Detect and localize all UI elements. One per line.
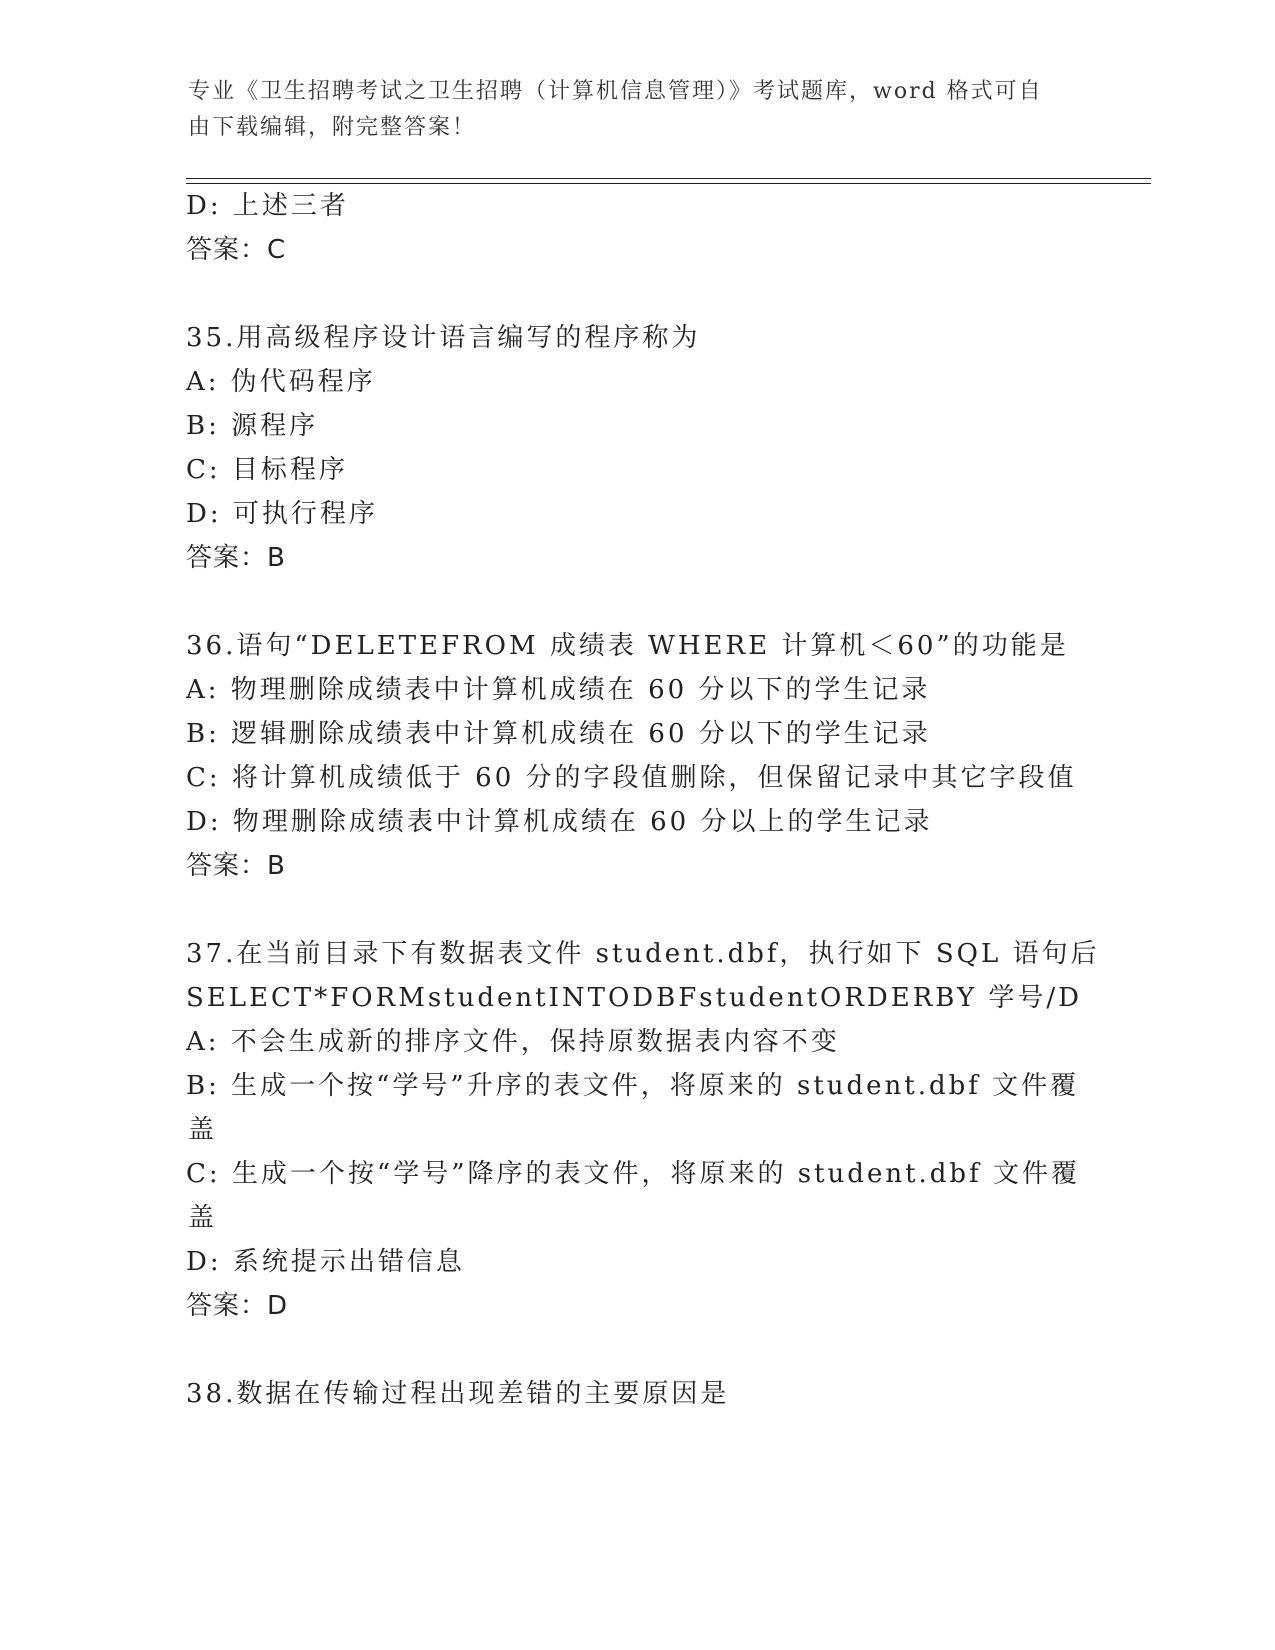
header-line-2: 由下载编辑，附完整答案！ bbox=[188, 115, 477, 140]
q37-question-line-1: 37.在当前目录下有数据表文件 student.dbf，执行如下 SQL 语句后 bbox=[186, 939, 1100, 969]
q35-answer: 答案：B bbox=[186, 543, 286, 573]
q35-option-c: C: 目标程序 bbox=[186, 455, 348, 485]
q37-question-line-2: SELECT*FORMstudentINTODBFstudentORDERBY 学号/D bbox=[186, 983, 1082, 1013]
header-rule-top bbox=[186, 178, 1151, 179]
q36-option-a: A: 物理删除成绩表中计算机成绩在 60 分以下的学生记录 bbox=[186, 675, 931, 705]
q37-option-b-line-1: B: 生成一个按“学号”升序的表文件，将原来的 student.dbf 文件覆 bbox=[186, 1071, 1080, 1101]
q37-option-d: D: 系统提示出错信息 bbox=[186, 1247, 465, 1277]
header-rule-bottom bbox=[186, 183, 1151, 184]
q37-answer: 答案：D bbox=[186, 1291, 289, 1321]
q35-option-d: D: 可执行程序 bbox=[186, 499, 378, 529]
document-header bbox=[188, 74, 1088, 146]
q36-option-b: B: 逻辑删除成绩表中计算机成绩在 60 分以下的学生记录 bbox=[186, 719, 931, 749]
q37-option-b-line-2: 盖 bbox=[188, 1115, 218, 1145]
q35-option-a: A: 伪代码程序 bbox=[186, 367, 376, 397]
q37-option-c-line-1: C: 生成一个按“学号”降序的表文件，将原来的 student.dbf 文件覆 bbox=[186, 1159, 1080, 1189]
q37-option-c-line-2: 盖 bbox=[188, 1203, 218, 1233]
q37-option-a: A: 不会生成新的排序文件，保持原数据表内容不变 bbox=[186, 1027, 840, 1057]
q36-question: 36.语句“DELETEFROM 成绩表 WHERE 计算机＜60”的功能是 bbox=[186, 631, 1069, 661]
prev-answer: 答案：C bbox=[186, 235, 287, 265]
q36-option-d: D: 物理删除成绩表中计算机成绩在 60 分以上的学生记录 bbox=[186, 807, 933, 837]
q38-question: 38.数据在传输过程出现差错的主要原因是 bbox=[186, 1379, 730, 1409]
q36-answer: 答案：B bbox=[186, 851, 286, 881]
q36-option-c: C: 将计算机成绩低于 60 分的字段值删除，但保留记录中其它字段值 bbox=[186, 763, 1077, 793]
prev-option-d: D: 上述三者 bbox=[186, 191, 349, 221]
q35-option-b: B: 源程序 bbox=[186, 411, 319, 441]
header-line-1: 专业《卫生招聘考试之卫生招聘（计算机信息管理）》考试题库，word 格式可自 bbox=[188, 79, 1043, 104]
q35-question: 35.用高级程序设计语言编写的程序称为 bbox=[186, 323, 701, 353]
